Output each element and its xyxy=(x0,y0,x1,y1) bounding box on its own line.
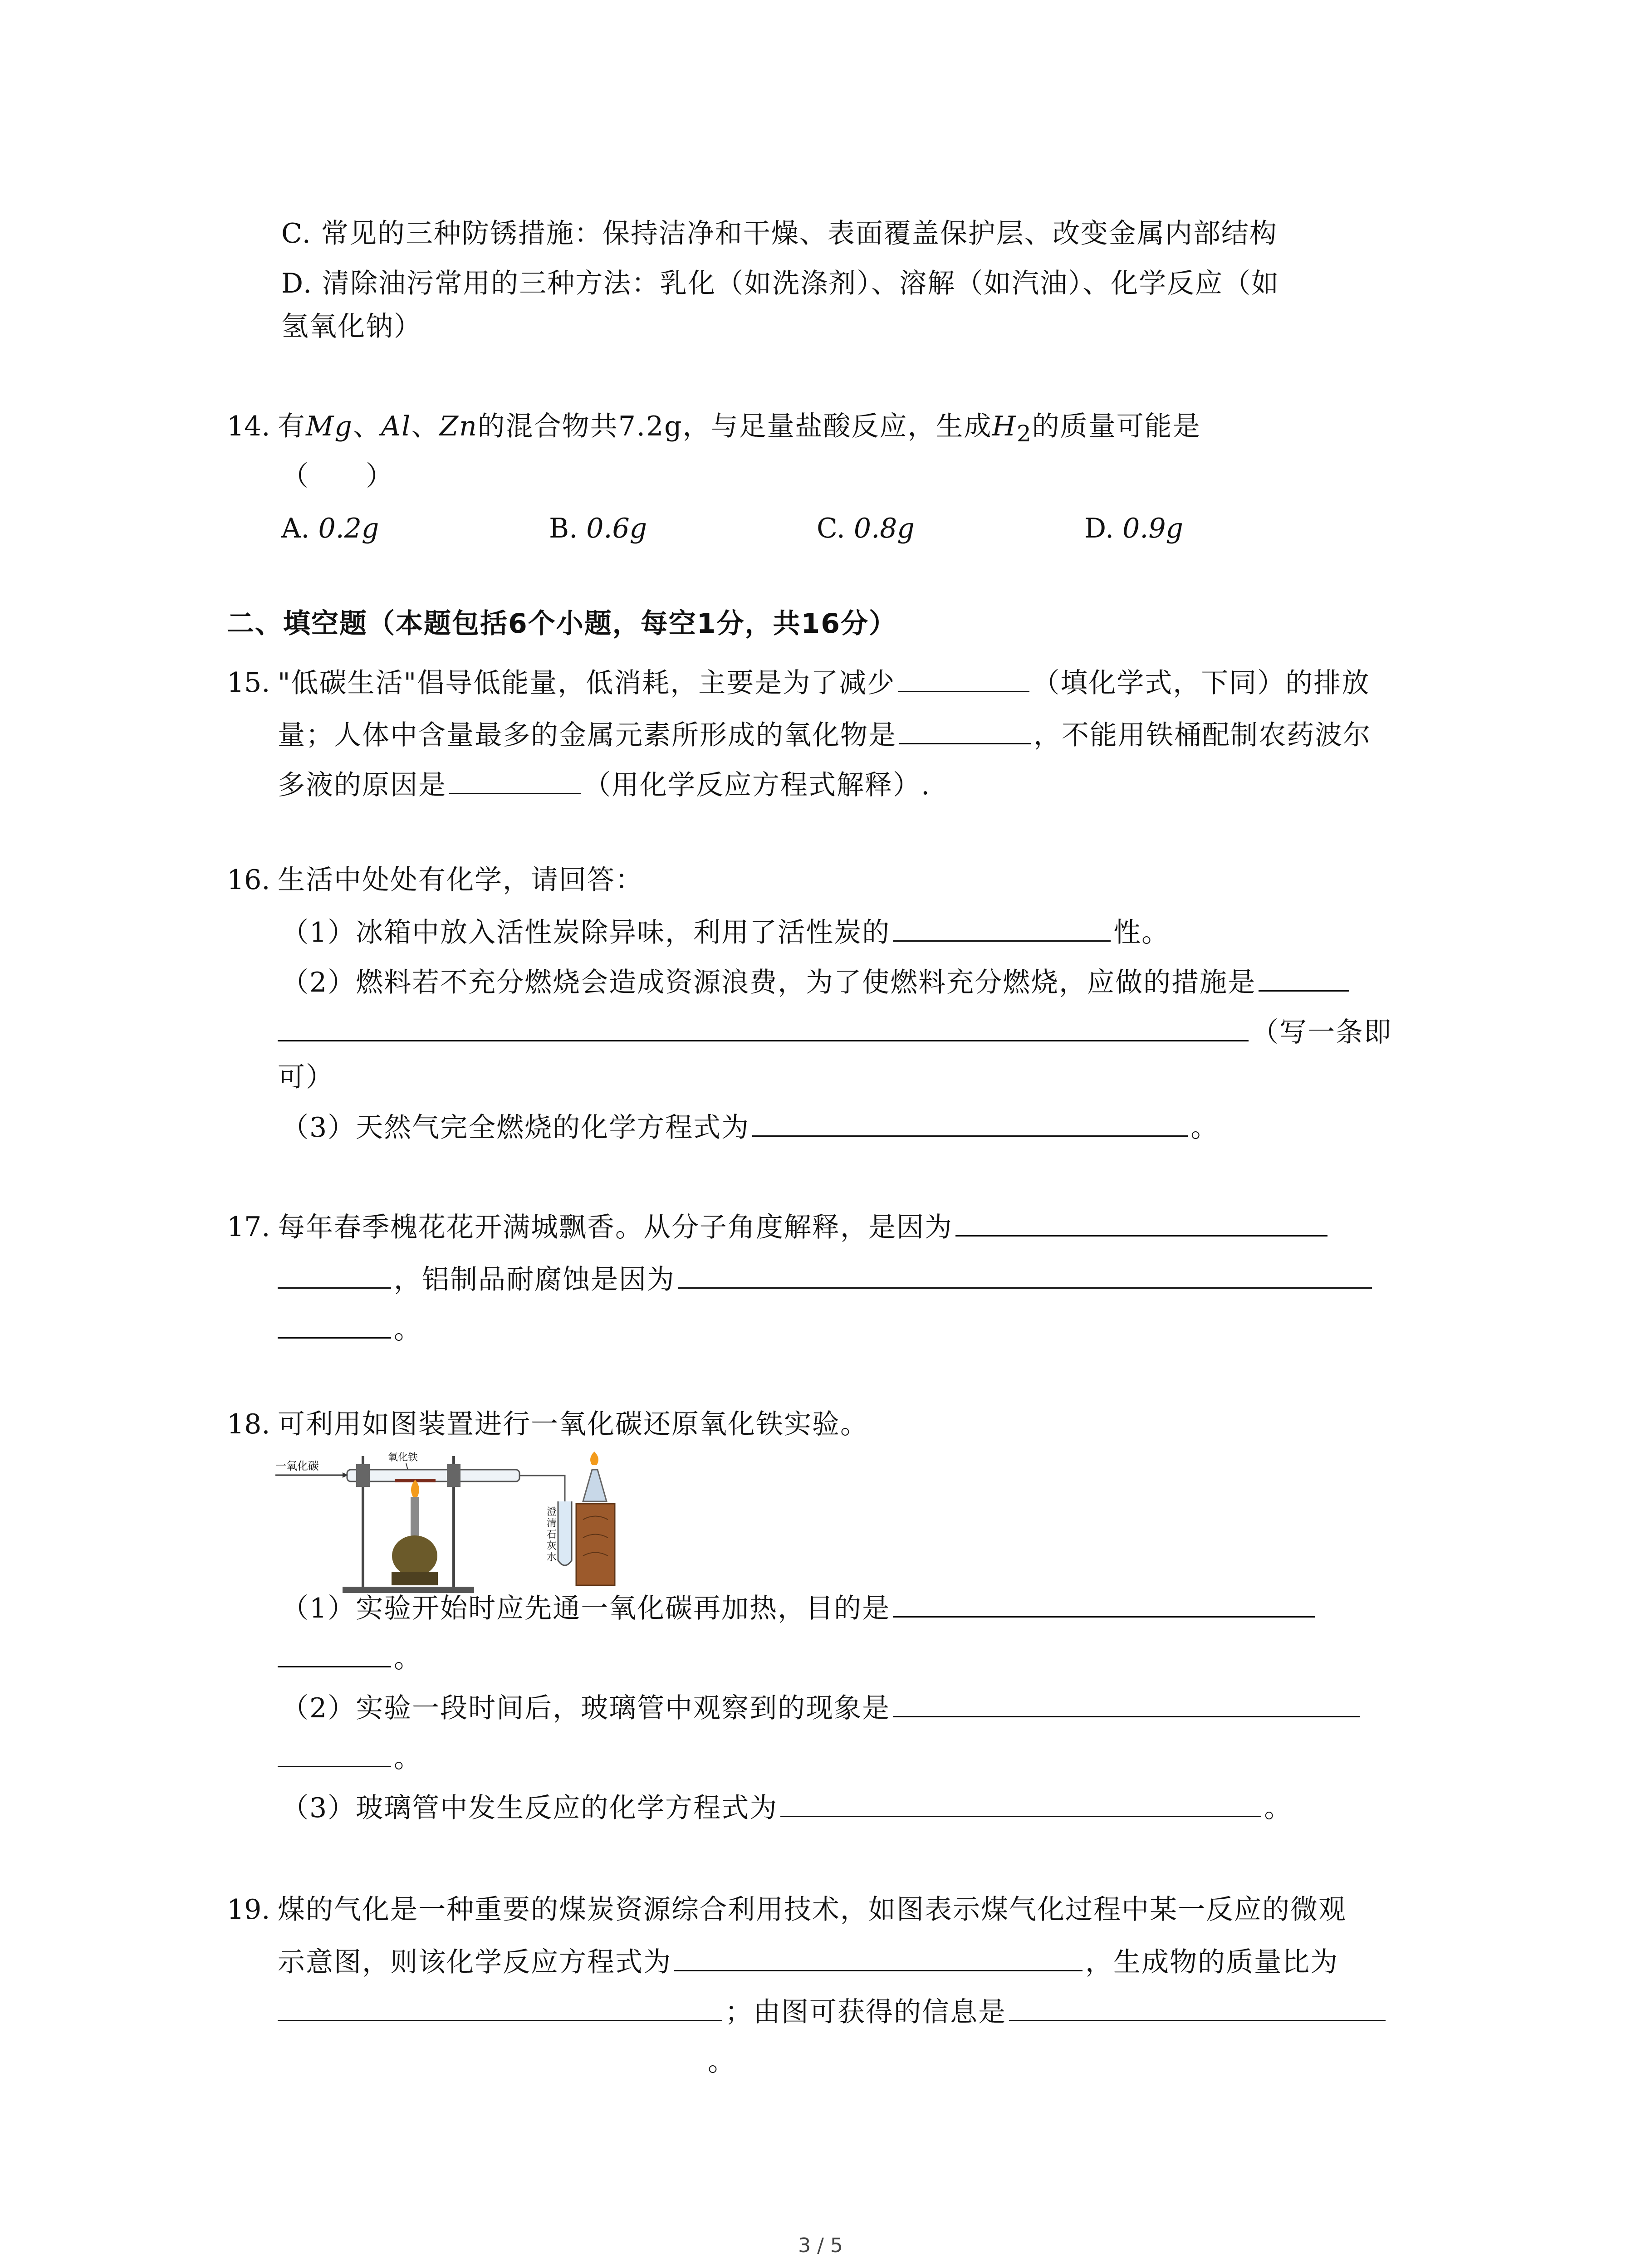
q14-option-c[interactable]: C. 0.8g xyxy=(817,513,915,544)
co-reduction-apparatus-figure xyxy=(274,1452,619,1601)
q13-option-c: C. 常见的三种防锈措施：保持洁净和干燥、表面覆盖保护层、改变金属内部结构 xyxy=(281,218,1278,249)
q18-part2: （2）实验一段时间后，玻璃管中观察到的现象是 xyxy=(281,1690,1363,1726)
q14-option-a[interactable]: A. 0.2g xyxy=(281,513,379,544)
q16-part3: （3）天然气完全燃烧的化学方程式为 。 xyxy=(281,1109,1219,1146)
burner-base xyxy=(392,1535,437,1576)
q15-line3: 多液的原因是 （用化学反应方程式解释）. xyxy=(278,767,931,803)
q13-option-d-line1: D. 清除油污常用的三种方法：乳化（如洗涤剂）、溶解（如汽油）、化学反应（如 xyxy=(281,268,1280,299)
h2-symbol: H xyxy=(992,411,1017,442)
q18-blank-2b[interactable] xyxy=(278,1740,391,1767)
q17-number: 17. xyxy=(227,1211,270,1243)
limewater-test-tube xyxy=(558,1501,572,1565)
q15-blank-3[interactable] xyxy=(449,767,581,794)
alcohol-lamp xyxy=(583,1470,607,1501)
q16-blank-1[interactable] xyxy=(893,914,1111,942)
q16-part1: （1）冰箱中放入活性炭除异味，利用了活性炭的 性。 xyxy=(281,914,1170,951)
q18-part1: （1）实验开始时应先通一氧化碳再加热，目的是 xyxy=(281,1590,1318,1627)
q19-line3: ；由图可获得的信息是 xyxy=(278,1994,1388,2030)
limewater-char-5: 水 xyxy=(547,1552,557,1563)
limewater-char-1: 澄 xyxy=(547,1506,557,1518)
q15-blank-2[interactable] xyxy=(899,717,1031,744)
fe2o3-label: 氧化铁 xyxy=(388,1452,418,1463)
q18-number: 18. xyxy=(227,1408,270,1440)
q14-number: 14. xyxy=(227,411,270,442)
q14-answer-paren: （ ） xyxy=(281,460,394,492)
zn-symbol: Zn xyxy=(439,411,478,442)
q14-mass: 7.2g xyxy=(618,411,683,442)
q14-option-d[interactable]: D. 0.9g xyxy=(1084,513,1183,544)
q16-number: 16. xyxy=(227,864,270,896)
q14-stem: 有Mg、Al、Zn的混合物共7.2g，与足量盐酸反应，生成$H_2$的质量可能是 xyxy=(278,411,1201,447)
q18-blank-2a[interactable] xyxy=(893,1690,1360,1717)
q18-part1-cont: 。 xyxy=(278,1640,422,1677)
limewater-char-2: 清 xyxy=(547,1518,557,1529)
q17-blank-1a[interactable] xyxy=(955,1209,1327,1237)
q13-option-d-line2: 氢氧化钠） xyxy=(281,311,422,342)
limewater-char-4: 灰 xyxy=(547,1540,557,1552)
q15-line2: 量；人体中含量最多的金属元素所形成的氧化物是 ，不能用铁桶配制农药波尔 xyxy=(278,717,1371,753)
q15-number: 15. xyxy=(227,667,270,699)
q17-blank-1b[interactable] xyxy=(278,1261,391,1289)
q18-blank-3[interactable] xyxy=(780,1789,1261,1817)
section-2-heading: 二、填空题（本题包括6个小题，每空1分，共16分） xyxy=(227,608,897,640)
q19-blank-1[interactable] xyxy=(674,1944,1083,1971)
q16-blank-2a[interactable] xyxy=(1259,964,1349,992)
q18-blank-1b[interactable] xyxy=(278,1640,391,1667)
limewater-char-3: 石 xyxy=(547,1529,557,1540)
q18-blank-1a[interactable] xyxy=(893,1590,1315,1618)
q16-blank-2b[interactable] xyxy=(278,1014,1249,1041)
co-label: 一氧化碳 xyxy=(275,1460,319,1472)
q17-line2: ，铝制品耐腐蚀是因为 xyxy=(278,1261,1375,1298)
q17-blank-2b[interactable] xyxy=(278,1311,391,1339)
q19-line4: 。 xyxy=(708,2046,736,2077)
burner-tube xyxy=(411,1497,419,1538)
q14-option-b[interactable]: B. 0.6g xyxy=(549,513,647,544)
q19-blank-3a[interactable] xyxy=(1009,1994,1386,2021)
q17-blank-2a[interactable] xyxy=(678,1261,1372,1289)
q16-stem: 生活中处处有化学，请回答： xyxy=(278,864,643,896)
q17-line1: 每年春季槐花花开满城飘香。从分子角度解释，是因为 xyxy=(278,1209,1330,1246)
q19-number: 19. xyxy=(227,1894,270,1926)
q17-line3: 。 xyxy=(278,1311,422,1348)
q16-part2: （2）燃料若不充分燃烧会造成资源浪费，为了使燃料充分燃烧，应做的措施是 xyxy=(281,964,1352,1001)
q16-part2-end: 可） xyxy=(278,1061,334,1093)
page-number: 3 / 5 xyxy=(798,2234,843,2257)
q18-part2-cont: 。 xyxy=(278,1740,422,1776)
q16-part2-cont: （写一条即 xyxy=(278,1014,1392,1051)
mg-symbol: Mg xyxy=(306,411,353,442)
q19-line2: 示意图，则该化学反应方程式为 ，生成物的质量比为 xyxy=(278,1944,1338,1980)
q18-part3: （3）玻璃管中发生反应的化学方程式为 。 xyxy=(281,1789,1292,1826)
q15-line1: "低碳生活"倡导低能量，低消耗，主要是为了减少 （填化学式，下同）的排放 xyxy=(278,665,1370,701)
q18-stem: 可利用如图装置进行一氧化碳还原氧化铁实验。 xyxy=(278,1408,868,1440)
q15-blank-1[interactable] xyxy=(898,665,1029,692)
q19-line1: 煤的气化是一种重要的煤炭资源综合利用技术，如图表示煤气化过程中某一反应的微观 xyxy=(278,1894,1347,1926)
al-symbol: Al xyxy=(381,411,411,442)
alcohol-lamp-flame xyxy=(590,1452,598,1465)
q16-blank-3[interactable] xyxy=(752,1109,1188,1137)
q19-blank-2[interactable] xyxy=(278,1994,722,2021)
